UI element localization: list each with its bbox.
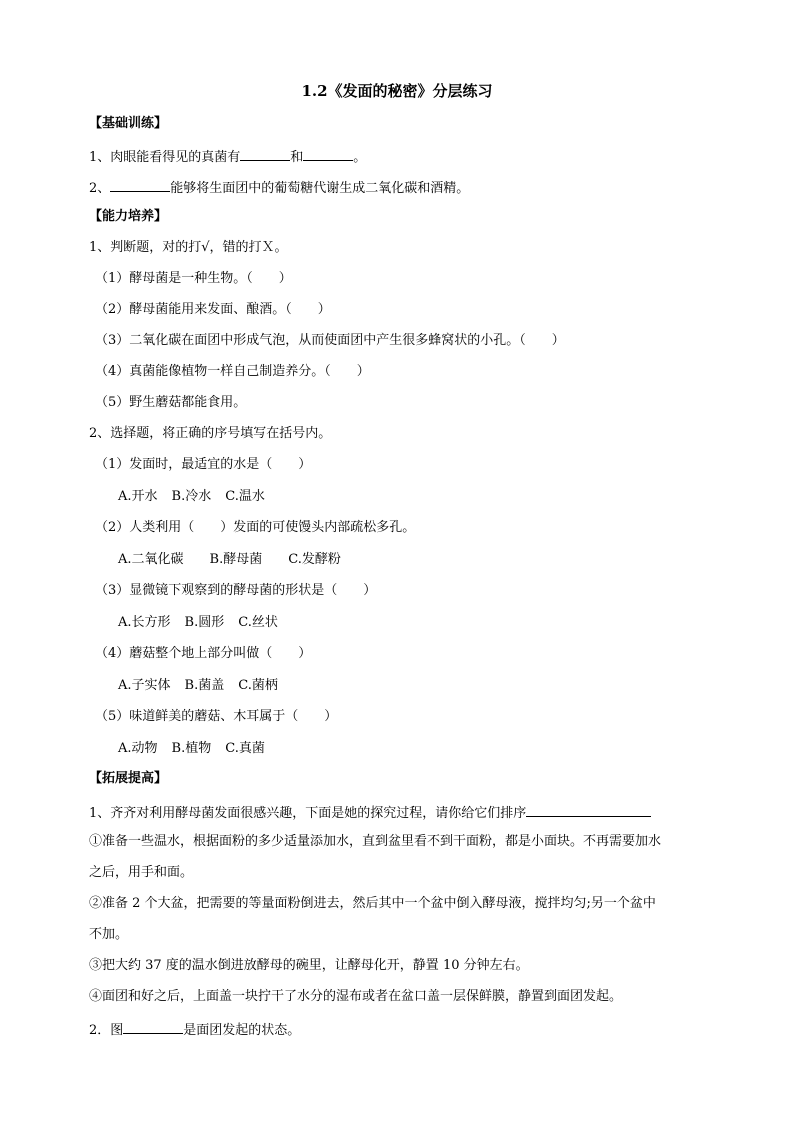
choice-option: B.酵母菌 [209,552,263,567]
choice-option: C.真菌 [225,741,265,756]
judge-item: （1）酵母菌是一种生物。（ ） [95,271,292,286]
choice-option: C.温水 [225,489,265,504]
choice-options [118,488,279,506]
choice-option: C.发酵粉 [288,552,341,567]
choice-option: B.冷水 [171,489,212,504]
section-heading-basic: 【基础训练】 [89,116,168,131]
choice-option: B.菌盖 [184,678,225,693]
choice-question: （1）发面时，最适宜的水是（ ） [95,457,312,472]
step-2-cont: 不加。 [89,927,129,942]
answer-blank[interactable] [123,1019,183,1034]
question-text: 能够将生面团中的葡萄糖代谢生成二氧化碳和酒精。 [170,181,470,196]
choice-option: B.植物 [171,741,212,756]
choice-question: （3）显微镜下观察到的酵母菌的形状是（ ） [95,583,377,598]
choice-options [118,614,292,632]
choice-options [118,740,279,758]
section-heading-extension: 【拓展提高】 [89,771,168,786]
question-text: 是面团发起的状态。 [183,1023,301,1038]
judge-item: （4）真菌能像植物一样自己制造养分。（ ） [95,364,370,379]
choice-question: （4）蘑菇整个地上部分叫做（ ） [95,646,312,661]
choice-options [118,551,355,569]
step-3: ③把大约 37 度的温水倒进放酵母的碗里，让酵母化开，静置 10 分钟左右。 [89,958,529,973]
judge-item: （2）酵母菌能用来发面、酿酒。（ ） [95,302,331,317]
judge-item: （3）二氧化碳在面团中形成气泡，从而使面团中产生很多蜂窝状的小孔。（ ） [95,333,565,348]
choice-option: A.长方形 [118,615,171,630]
step-1-cont: 之后，用手和面。 [89,865,194,880]
judge-item: （5）野生蘑菇都能食用。 [95,395,247,410]
question-number: 2、 [89,181,111,196]
answer-blank[interactable] [240,146,290,161]
question-text: 和 [290,150,304,165]
step-1: ①准备一些温水，根据面粉的多少适量添加水，直到盆里看不到干面粉，都是小面块。不再需要加水 [89,834,662,849]
choice-intro: 2、选择题，将正确的序号填写在括号内。 [89,426,332,441]
question-extension-1 [89,802,651,823]
choice-question: （2）人类利用（ ）发面的可使馒头内部疏松多孔。 [95,520,416,535]
choice-option: A.二氧化碳 [118,552,184,567]
section-heading-ability: 【能力培养】 [89,209,168,224]
answer-blank[interactable] [303,146,353,161]
choice-option: C.丝状 [238,615,278,630]
question-extension-2 [89,1019,300,1040]
step-4: ④面团和好之后，上面盖一块拧干了水分的湿布或者在盆口盖一层保鲜膜，静置到面团发起。 [89,989,623,1004]
choice-options [118,677,292,695]
choice-option: B.圆形 [184,615,225,630]
step-2: ②准备 2 个大盆，把需要的等量面粉倒进去，然后其中一个盆中倒入酵母液，搅拌均匀;另一个盆中 [89,896,656,911]
question-text: 。 [353,150,367,165]
answer-blank[interactable] [526,802,651,817]
choice-option: A.子实体 [118,678,171,693]
page-title: 1.2《发面的秘密》分层练习 [301,82,493,100]
question-basic-1 [89,146,366,167]
question-basic-2 [89,177,469,198]
choice-option: C.菌柄 [238,678,278,693]
choice-option: A.开水 [118,489,158,504]
choice-question: （5）味道鲜美的蘑菇、木耳属于（ ） [95,709,338,724]
question-text: 1、肉眼能看得见的真菌有 [89,150,241,165]
answer-blank[interactable] [110,177,170,192]
question-number: 2．图 [89,1023,124,1038]
question-text: 1、齐齐对利用酵母菌发面很感兴趣，下面是她的探究过程，请你给它们排序 [89,806,527,821]
judge-intro: 1、判断题，对的打√，错的打Ｘ。 [89,240,288,255]
choice-option: A.动物 [118,741,158,756]
